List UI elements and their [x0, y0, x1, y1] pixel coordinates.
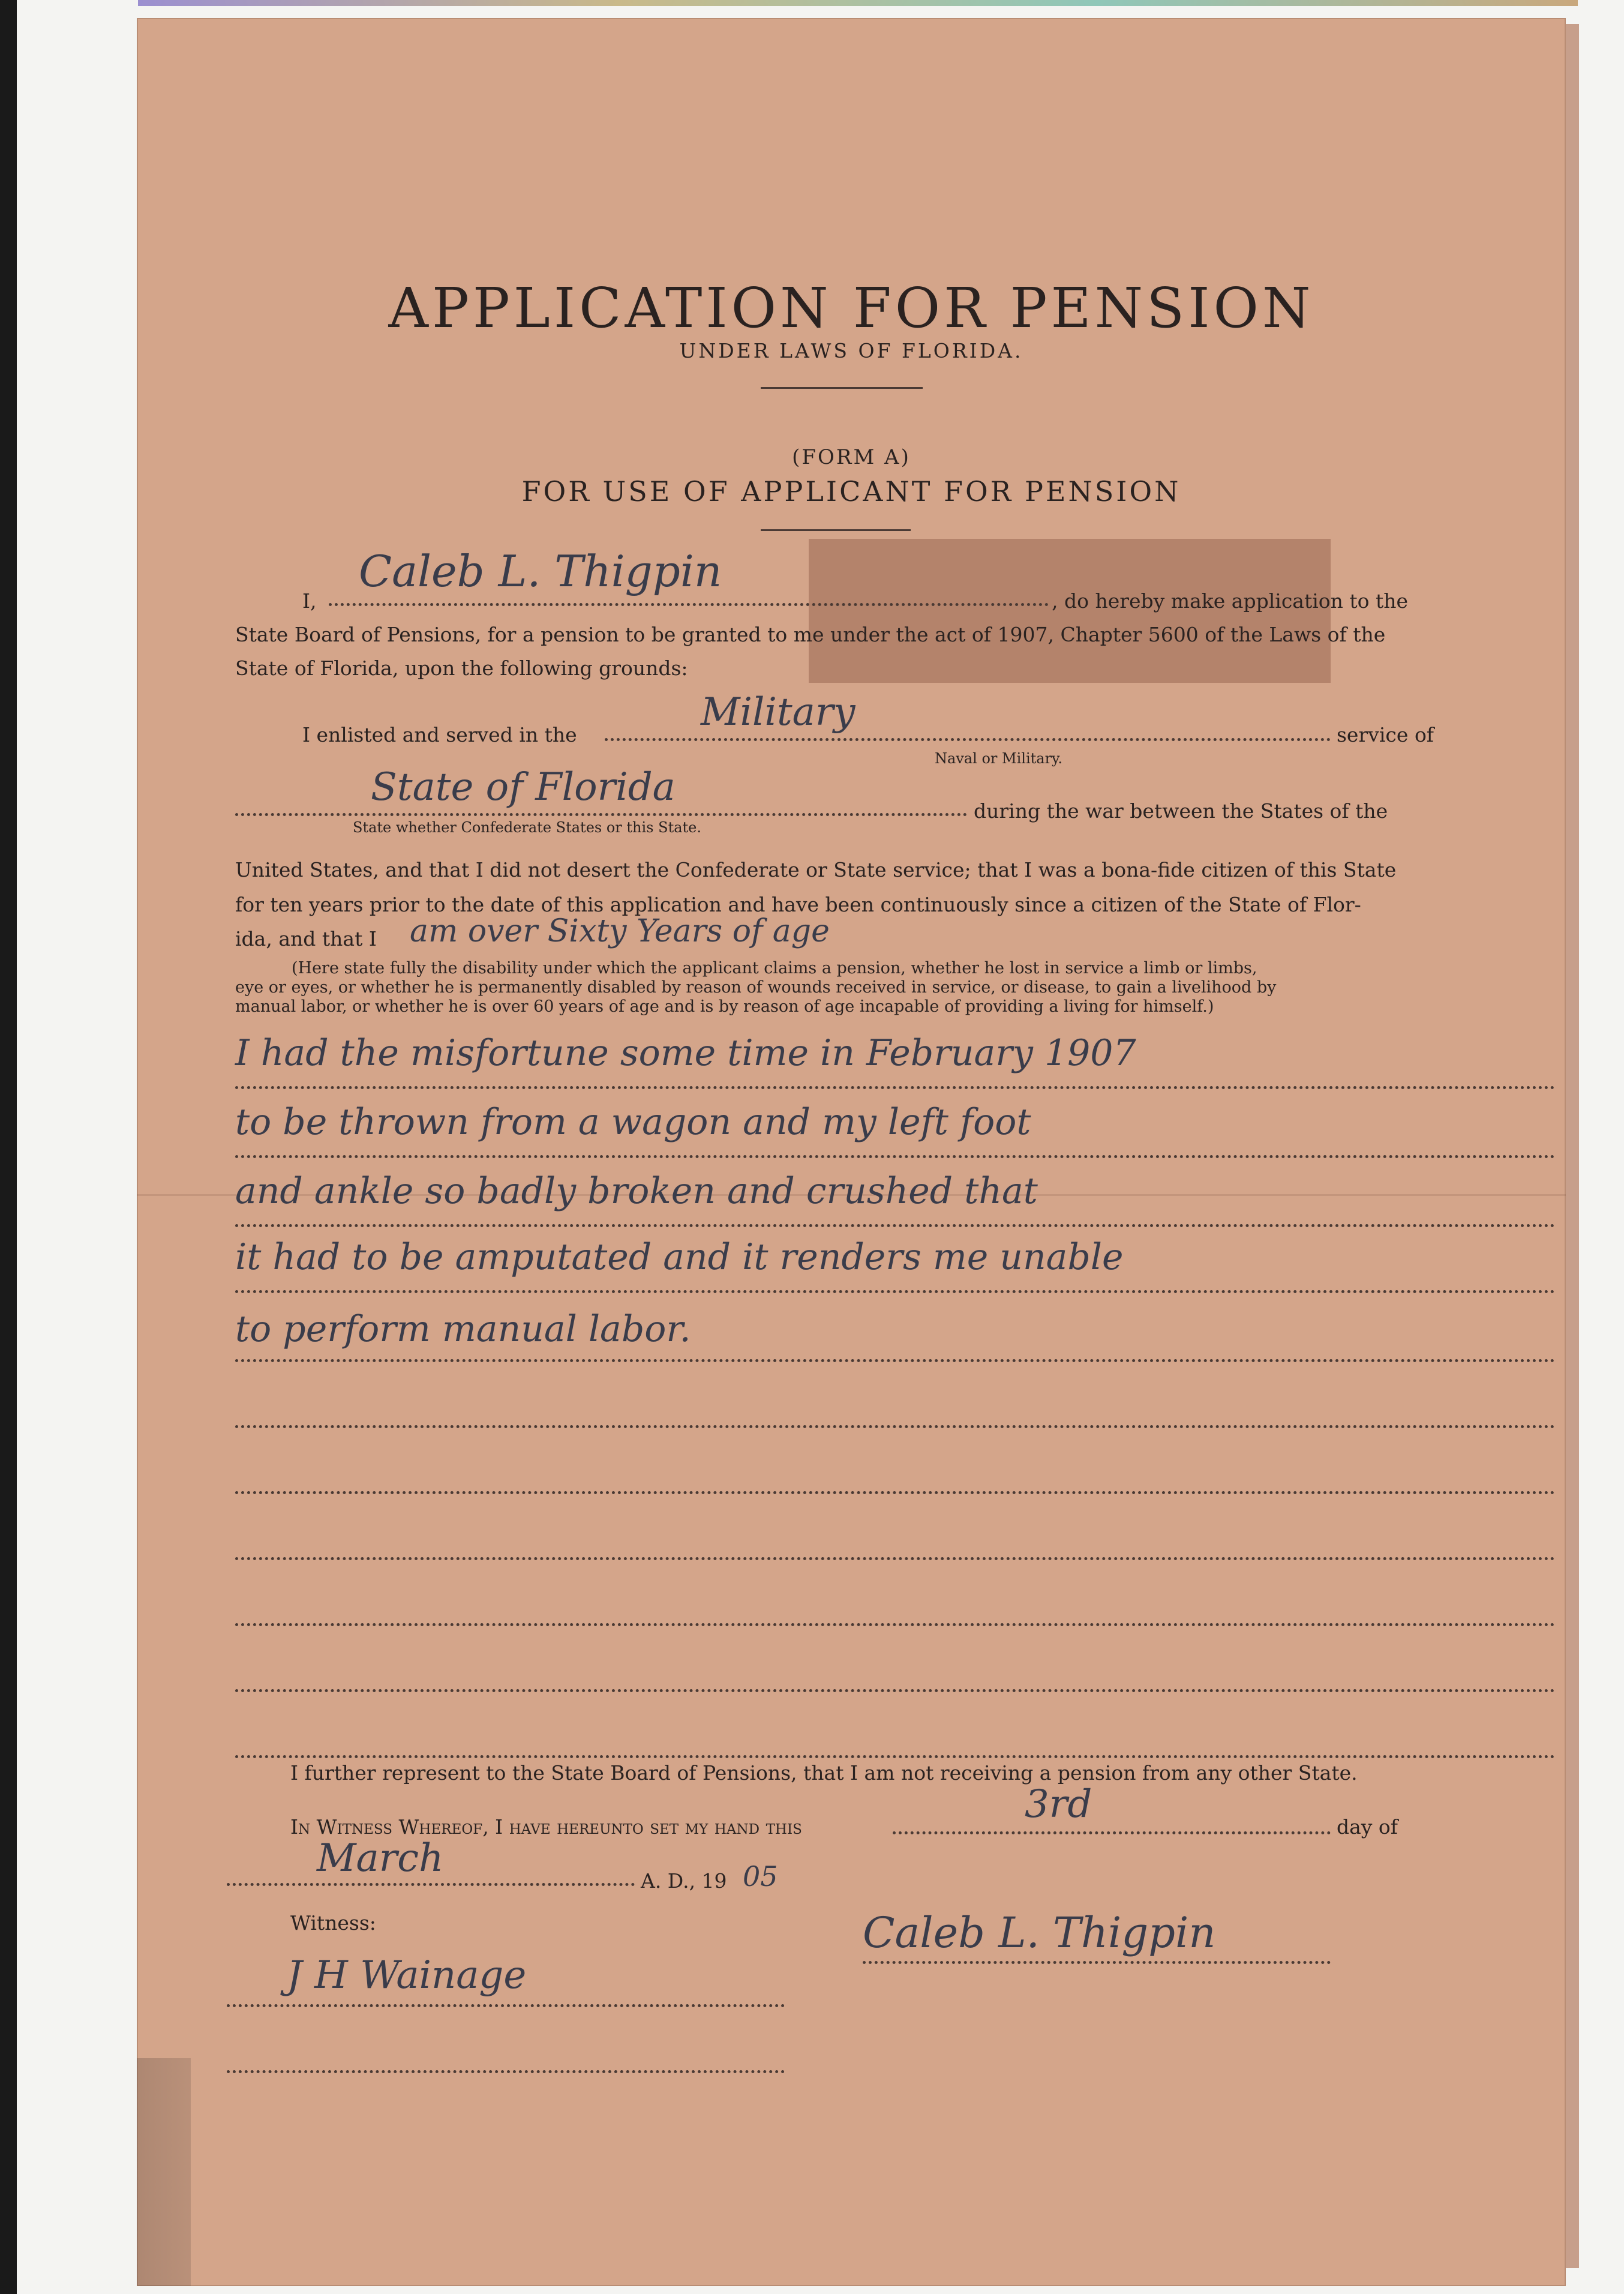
header-rule-1: [761, 387, 923, 389]
form-subtitle: UNDER LAWS OF FLORIDA.: [679, 339, 1023, 362]
witness-signature-line-1: [227, 2004, 785, 2007]
blank-line-4: [235, 1623, 1555, 1626]
form-use-heading: FOR USE OF APPLICANT FOR PENSION: [521, 475, 1181, 508]
month-line: [227, 1883, 635, 1886]
applicant-name-line: [329, 603, 1049, 606]
statement-line-3: [235, 1224, 1555, 1227]
witness-clause-prefix: In Witness Whereof, I have hereunto set my hand this: [290, 1815, 802, 1839]
service-type-line: [605, 738, 1331, 741]
statement-line-2: [235, 1155, 1555, 1158]
representation-statement: I further represent to the State Board of Pensions, that I am not receiving a pension from any other State.: [290, 1761, 1358, 1785]
paper-stain: [137, 2058, 191, 2286]
statement-text-5[interactable]: to perform manual labor.: [235, 1308, 691, 1350]
blank-line-1: [235, 1425, 1555, 1428]
para2-line5-prefix: ida, and that I: [235, 927, 377, 950]
instructions-line2: eye or eyes, or whether he is permanently disabled by reason of wounds received in service, or disease, to gain a livelihood by: [235, 978, 1277, 997]
statement-line-4: [235, 1290, 1555, 1293]
blank-line-2: [235, 1491, 1555, 1494]
statement-line-1: [235, 1086, 1555, 1089]
header-rule-2: [761, 529, 911, 531]
application-clause: , do hereby make application to the: [1052, 589, 1409, 613]
war-clause: during the war between the States of the: [974, 799, 1388, 823]
year-prefix: A. D., 19: [641, 1869, 727, 1893]
para1-line2: State Board of Pensions, for a pension to be granted to me under the act of 1907, Chapter 5600 of the Laws of the: [235, 623, 1386, 646]
pension-application-form: [137, 18, 1566, 2286]
statement-text-4[interactable]: it had to be amputated and it renders me unable: [235, 1236, 1124, 1278]
statement-text-2[interactable]: to be thrown from a wagon and my left foot: [235, 1101, 1031, 1143]
statement-line-5: [235, 1359, 1555, 1362]
state-caption: State whether Confederate States or this State.: [353, 819, 701, 836]
state-field[interactable]: State of Florida: [371, 765, 676, 809]
witness-signature[interactable]: J H Wainage: [287, 1953, 527, 1998]
blank-line-6: [235, 1755, 1555, 1758]
witness-label: Witness:: [290, 1911, 376, 1935]
form-title: APPLICATION FOR PENSION: [388, 276, 1314, 340]
para2-line4: for ten years prior to the date of this application and have been continuously since a citizen of the State of Flor-: [235, 893, 1361, 916]
month-field[interactable]: March: [317, 1836, 444, 1881]
blank-line-5: [235, 1689, 1555, 1692]
instructions-line1: (Here state fully the disability under which the applicant claims a pension, whether he lost in service a limb or limbs,: [292, 959, 1257, 977]
statement-text-3[interactable]: and ankle so badly broken and crushed that: [235, 1170, 1038, 1212]
applicant-signature-line: [863, 1961, 1331, 1964]
service-type-field[interactable]: Military: [701, 690, 855, 734]
instructions-line3: manual labor, or whether he is over 60 years of age and is by reason of age incapable of providing a living for himself.): [235, 997, 1214, 1016]
day-field[interactable]: 3rd: [1025, 1782, 1092, 1827]
enlisted-prefix: I enlisted and served in the: [302, 723, 577, 746]
statement-text-1[interactable]: I had the misfortune some time in February 1907: [235, 1032, 1136, 1074]
scan-border-top: [138, 0, 1578, 6]
applicant-signature[interactable]: Caleb L. Thigpin: [863, 1908, 1216, 1957]
age-statement-field[interactable]: am over Sixty Years of age: [410, 913, 830, 949]
applicant-prefix: I,: [302, 589, 317, 613]
day-line: [893, 1831, 1331, 1834]
scan-border-left: [0, 0, 17, 2294]
para2-line3: United States, and that I did not desert the Confederate or State service; that I was a bona-fide citizen of this State: [235, 858, 1397, 881]
form-label: (FORM A): [792, 445, 911, 469]
witness-signature-line-2: [227, 2070, 785, 2073]
day-of-label: day of: [1337, 1815, 1398, 1839]
state-line: [235, 813, 967, 816]
year-field[interactable]: 05: [743, 1860, 778, 1893]
para1-line3: State of Florida, upon the following grounds:: [235, 656, 688, 680]
service-of-label: service of: [1337, 723, 1434, 746]
service-type-caption: Naval or Military.: [935, 750, 1063, 767]
applicant-name-field[interactable]: Caleb L. Thigpin: [359, 546, 722, 596]
blank-line-3: [235, 1557, 1555, 1560]
